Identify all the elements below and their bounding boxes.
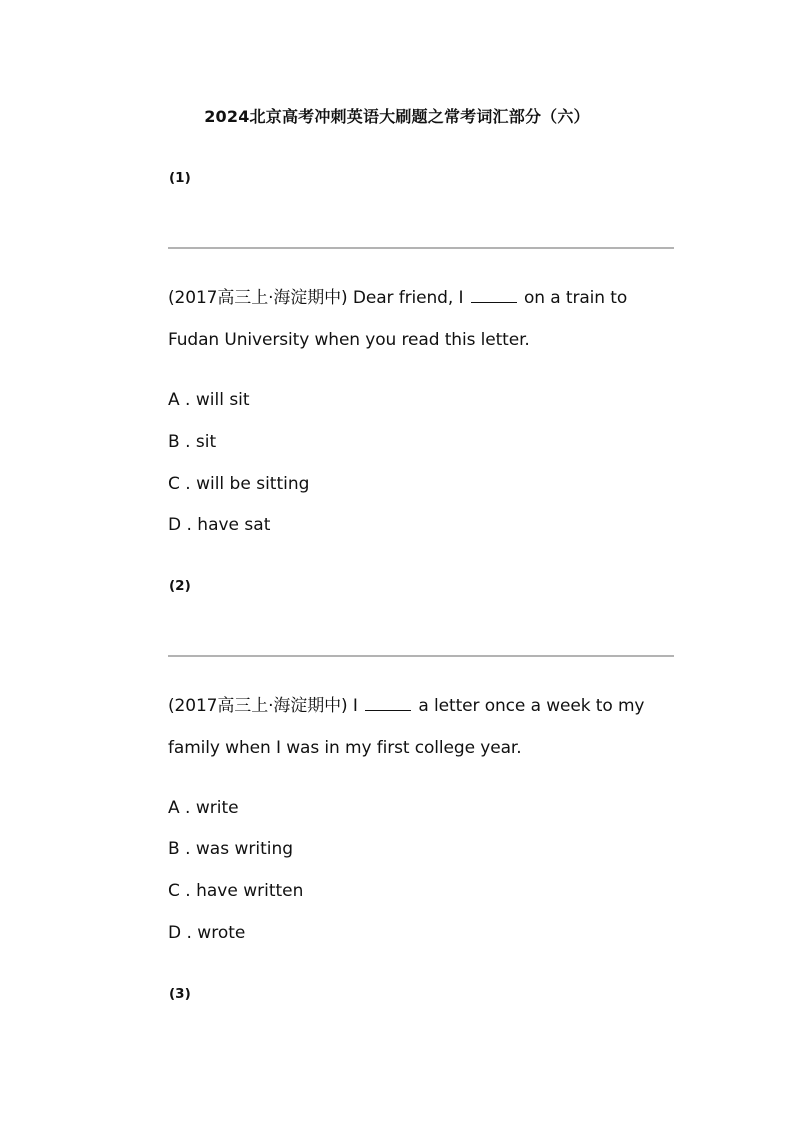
option-d: D . have sat xyxy=(168,515,271,535)
question-divider xyxy=(168,655,674,657)
option-a: A . will sit xyxy=(168,390,250,410)
question-number: (2) xyxy=(169,578,191,594)
option-b: B . was writing xyxy=(168,839,294,859)
question-source: (2017高三上·海淀期中) xyxy=(168,696,348,716)
option-b: B . sit xyxy=(168,432,217,452)
question-number: (1) xyxy=(169,170,191,186)
option-d: D . wrote xyxy=(168,923,246,943)
question-stem xyxy=(168,685,668,769)
page-title: 2024北京高考冲刺英语大刷题之常考词汇部分（六） xyxy=(204,107,590,126)
question-number: (3) xyxy=(169,986,191,1002)
option-c: C . will be sitting xyxy=(168,474,310,494)
stem-text-before: Dear friend, I xyxy=(352,288,464,308)
stem-text-before: I xyxy=(352,696,358,716)
question-stem xyxy=(168,277,668,361)
stem-text-after: on a train to Fudan University when you read this letter. xyxy=(168,288,628,350)
question-source: (2017高三上·海淀期中) xyxy=(168,288,348,308)
option-a: A . write xyxy=(168,798,239,818)
answer-blank xyxy=(365,696,411,711)
answer-blank xyxy=(471,288,517,303)
stem-text-after: a letter once a week to my family when I was in my first college year. xyxy=(168,696,645,758)
question-divider xyxy=(168,247,674,249)
option-c: C . have written xyxy=(168,881,304,901)
